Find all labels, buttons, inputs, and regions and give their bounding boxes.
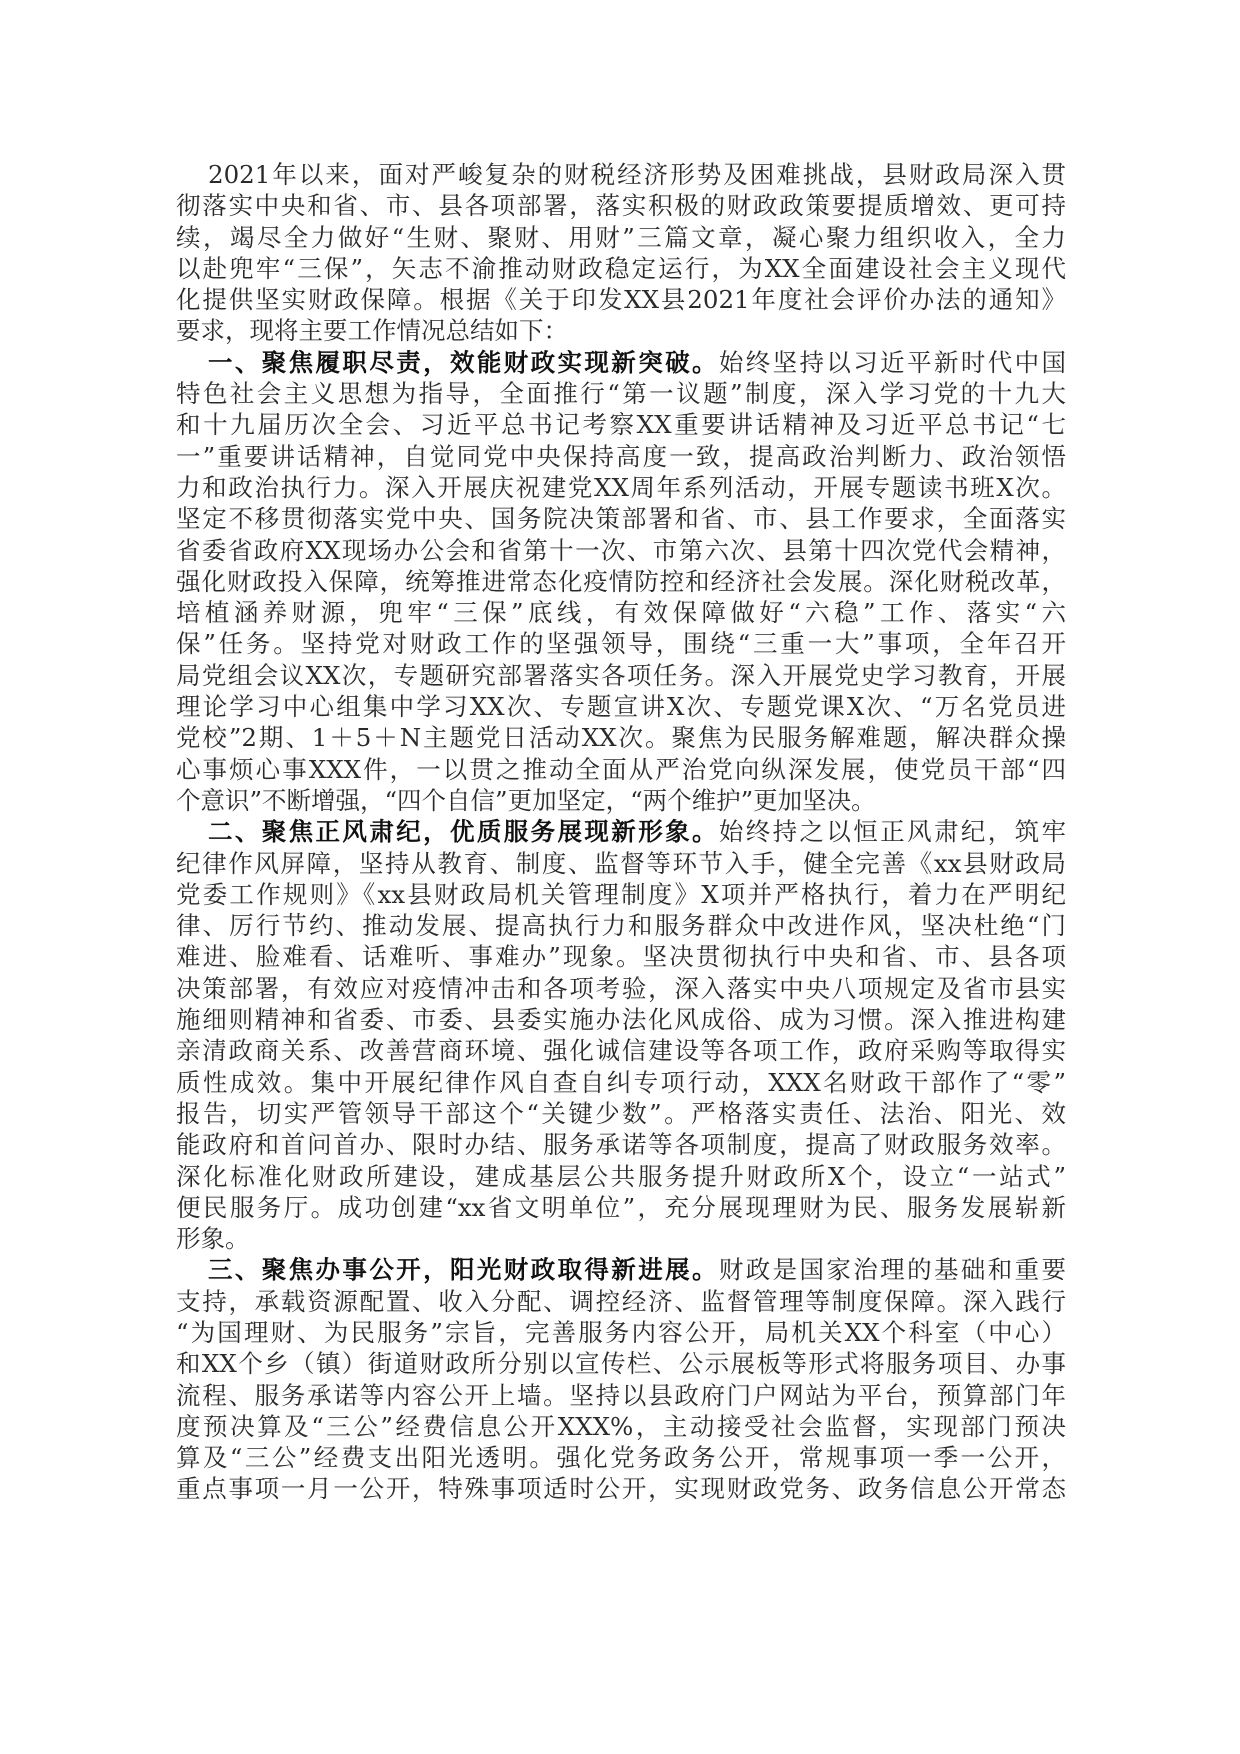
line-text: “为国理财、为民服务”宗旨，完善服务内容公开，局机关XX个科室（中心） [176,1317,1066,1347]
text-line [176,1380,1066,1411]
section-paragraph [176,816,1066,1254]
text-line [176,378,1066,409]
text-line [176,284,1066,315]
line-text: 理论学习中心组集中学习XX次、专题宣讲X次、专题党课X次、“万名党员进 [176,692,1066,722]
text-line [176,535,1066,566]
line-text: 以赴兜牢“三保”，矢志不渝推动财政稳定运行，为XX全面建设社会主义现代 [176,253,1066,283]
line-text: 始终坚持以习近平新时代中国 [718,347,1066,377]
text-line [176,628,1066,659]
text-line [176,1098,1066,1129]
text-line [176,409,1066,440]
line-text: 个意识”不断增强，“四个自信”更加坚定，“两个维护”更加坚决。 [176,785,876,815]
line-text: 纪律作风屏障，坚持从教育、制度、监督等环节入手，健全完善《xx县财政局 [176,848,1066,878]
text-line [176,1286,1066,1317]
section-heading: 一、聚焦履职尽责，效能财政实现新突破。 [208,347,719,377]
text-line [176,1223,1066,1254]
line-text: 难进、脸难看、话难听、事难办”现象。坚决贯彻执行中央和省、市、县各项 [176,942,1066,972]
text-line [176,159,1066,190]
document-page [176,159,1066,1505]
line-text: 一”重要讲话精神，自觉同党中央保持高度一致，提高政治判断力、政治领悟 [176,441,1066,471]
text-line [176,879,1066,910]
line-text: 施细则精神和省委、市委、县委实施办法化风成俗、成为习惯。深入推进构建 [176,1005,1066,1035]
text-line [176,1442,1066,1473]
line-text: 能政府和首问首办、限时办结、服务承诺等各项制度，提高了财政服务效率。 [176,1130,1066,1160]
line-text: 2021年以来，面对严峻复杂的财税经济形势及困难挑战，县财政局深入贯 [208,160,1066,189]
line-text: 亲清政商关系、改善营商环境、强化诚信建设等各项工作，政府采购等取得实 [176,1036,1066,1066]
line-text: 要求，现将主要工作情况总结如下： [176,316,568,346]
line-text: 化提供坚实财政保障。根据《关于印发XX县2021年度社会评价办法的通知》 [176,285,1066,315]
text-line [176,785,1066,816]
text-line [176,1035,1066,1066]
text-line [176,1348,1066,1379]
text-line [176,973,1066,1004]
line-text: 特色社会主义思想为指导，全面推行“第一议题”制度，深入学习党的十九大 [176,379,1066,409]
text-line [176,347,1066,378]
line-text: 形象。 [176,1224,250,1254]
line-text: 续，竭尽全力做好“生财、聚财、用财”三篇文章，凝心聚力组织收入，全力 [176,222,1066,252]
text-line [176,1192,1066,1223]
line-text: 算及“三公”经费支出阳光透明。强化党务政务公开，常规事项一季一公开， [176,1443,1066,1473]
line-text: 局党组会议XX次，专题研究部署落实各项任务。深入开展党史学习教育，开展 [176,660,1066,690]
text-line [176,1004,1066,1035]
text-line [176,441,1066,472]
line-text: 深化标准化财政所建设，建成基层公共服务提升财政所X个，设立“一站式” [176,1161,1066,1191]
line-text: 党校”2期、1＋5＋N主题党日活动XX次。聚焦为民服务解难题，解决群众操 [176,723,1066,753]
line-text: 律、厉行节约、推动发展、提高执行力和服务群众中改进作风，坚决杜绝“门 [176,911,1066,941]
text-line [176,691,1066,722]
line-text: 力和政治执行力。深入开展庆祝建党XX周年系列活动，开展专题读书班X次。 [176,472,1066,502]
line-text: 强化财政投入保障，统筹推进常态化疫情防控和经济社会发展。深化财税改革， [176,566,1066,596]
text-line [176,222,1066,253]
text-line [176,754,1066,785]
text-line [176,1067,1066,1098]
text-line [176,1411,1066,1442]
text-line [176,941,1066,972]
line-text: 便民服务厅。成功创建“xx省文明单位”，充分展现理财为民、服务发展崭新 [176,1192,1066,1222]
text-line [176,190,1066,221]
text-line [176,597,1066,628]
line-text: 党委工作规则》《xx县财政局机关管理制度》X项并严格执行，着力在严明纪 [176,879,1066,909]
text-line [176,566,1066,597]
line-text: 财政是国家治理的基础和重要 [718,1255,1066,1285]
text-line [176,1317,1066,1348]
text-line [176,816,1066,847]
line-text: 决策部署，有效应对疫情冲击和各项考验，深入落实中央八项规定及省市县实 [176,973,1066,1003]
text-line [176,910,1066,941]
section-paragraph [176,1254,1066,1504]
text-line [176,848,1066,879]
line-text: 保”任务。坚持党对财政工作的坚强领导，围绕“三重一大”事项，全年召开 [176,629,1066,659]
text-line [176,472,1066,503]
text-line [176,1473,1066,1504]
line-text: 心事烦心事XXX件，一以贯之推动全面从严治党向纵深发展，使党员干部“四 [176,754,1066,784]
line-text: 培植涵养财源，兜牢“三保”底线，有效保障做好“六稳”工作、落实“六 [176,598,1066,628]
line-text: 和XX个乡（镇）街道财政所分别以宣传栏、公示展板等形式将服务项目、办事 [176,1349,1066,1379]
line-text: 和十九届历次全会、习近平总书记考察XX重要讲话精神及习近平总书记“七 [176,410,1066,440]
line-text: 省委省政府XX现场办公会和省第十一次、市第六次、县第十四次党代会精神， [176,535,1066,565]
text-line [176,253,1066,284]
text-line [176,503,1066,534]
line-text: 重点事项一月一公开，特殊事项适时公开，实现财政党务、政务信息公开常态 [176,1474,1066,1504]
text-line [176,722,1066,753]
text-line [176,1129,1066,1160]
text-line [176,660,1066,691]
text-line [176,1161,1066,1192]
text-line [176,315,1066,346]
line-text: 质性成效。集中开展纪律作风自查自纠专项行动，XXX名财政干部作了“零” [176,1067,1066,1097]
line-text: 彻落实中央和省、市、县各项部署，落实积极的财政政策要提质增效、更可持 [176,191,1066,221]
line-text: 流程、服务承诺等内容公开上墙。坚持以县政府门户网站为平台，预算部门年 [176,1380,1066,1410]
line-text: 始终持之以恒正风肃纪，筑牢 [718,817,1066,847]
section-heading: 三、聚焦办事公开，阳光财政取得新进展。 [208,1255,719,1285]
line-text: 报告，切实严管领导干部这个“关键少数”。严格落实责任、法治、阳光、效 [176,1098,1066,1128]
section-heading: 二、聚焦正风肃纪，优质服务展现新形象。 [208,817,719,847]
line-text: 坚定不移贯彻落实党中央、国务院决策部署和省、市、县工作要求，全面落实 [176,504,1066,534]
text-line [176,1254,1066,1285]
line-text: 度预决算及“三公”经费信息公开XXX%，主动接受社会监督，实现部门预决 [176,1411,1066,1441]
line-text: 支持，承载资源配置、收入分配、调控经济、监督管理等制度保障。深入践行 [176,1286,1066,1316]
intro-paragraph [176,159,1066,347]
section-paragraph [176,347,1066,816]
